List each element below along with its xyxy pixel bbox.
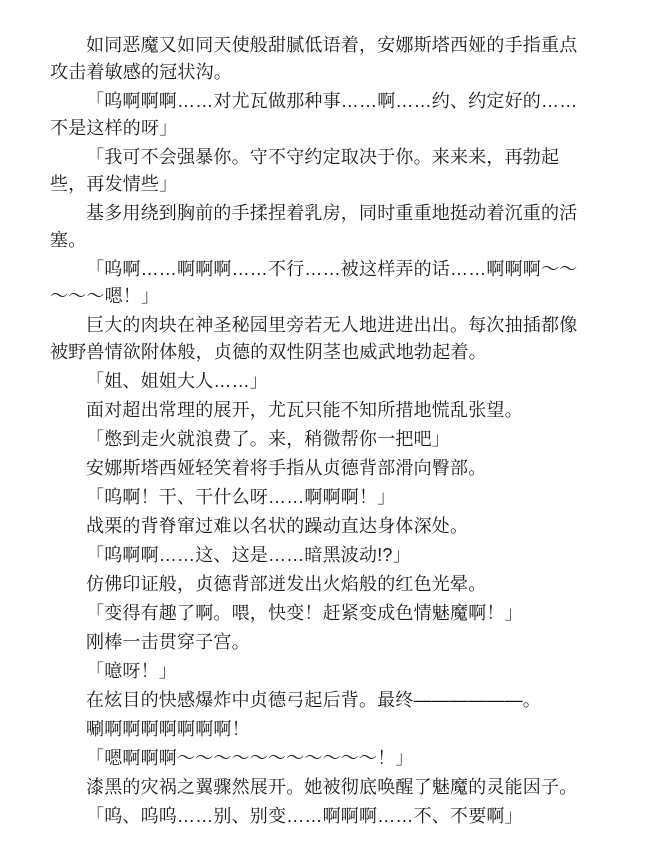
paragraph-22: 「呜、呜呜……别、别变……啊啊啊……不、不要啊」 <box>86 806 523 826</box>
paragraph-2: 「呜啊啊啊……对尤瓦做那种事……啊……约、约定好的……不是这样的呀」 <box>50 91 578 138</box>
paragraph-20: 「嗯啊啊啊～～～～～～～～～～～！」 <box>86 748 414 768</box>
paragraph-3: 「我可不会强暴你。守不守约定取决于你。来来来，再勃起些，再发情些」 <box>50 147 560 194</box>
paragraph-16: 刚棒一击贯穿子宫。 <box>86 632 250 652</box>
paragraph-12: 战栗的背脊窜过难以名状的躁动直达身体深处。 <box>86 516 469 536</box>
paragraph-14: 仿佛印证般，贞德背部迸发出火焰般的红色光晕。 <box>86 574 487 594</box>
paragraph-6: 巨大的肉块在神圣秘园里旁若无人地进进出出。每次抽插都像被野兽情欲附体般，贞德的双性阴茎也威武地勃起着。 <box>50 315 578 362</box>
paragraph-7: 「姐、姐姐大人……」 <box>86 371 268 391</box>
paragraph-18: 在炫目的快感爆炸中贞德弓起后背。最终——————。 <box>86 690 541 710</box>
paragraph-17: 「噫呀！」 <box>86 661 177 681</box>
paragraph-5: 「呜啊……啊啊啊……不行……被这样弄的话……啊啊啊～～～～～嗯！」 <box>50 259 578 306</box>
paragraph-19: 唰啊啊啊啊啊啊啊！ <box>86 719 250 739</box>
paragraph-11: 「呜啊！干、干什么呀……啊啊啊！」 <box>86 487 396 507</box>
paragraph-10: 安娜斯塔西娅轻笑着将手指从贞德背部滑向臀部。 <box>86 458 487 478</box>
paragraph-21: 漆黑的灾祸之翼骤然展开。她被彻底唤醒了魅魔的灵能因子。 <box>86 777 578 797</box>
paragraph-8: 面对超出常理的展开，尤瓦只能不知所措地慌乱张望。 <box>86 400 523 420</box>
paragraph-13: 「呜啊啊……这、这是……暗黑波动!?」 <box>86 545 411 565</box>
paragraph-4: 基多用绕到胸前的手揉捏着乳房，同时重重地挺动着沉重的活塞。 <box>50 203 578 250</box>
paragraph-15: 「变得有趣了啊。喂，快变！赶紧变成色情魅魔啊！」 <box>86 603 523 623</box>
paragraph-9: 「憋到走火就浪费了。来，稍微帮你一把吧」 <box>86 429 450 449</box>
paragraph-1: 如同恶魔又如同天使般甜腻低语着，安娜斯塔西娅的手指重点攻击着敏感的冠状沟。 <box>50 35 578 82</box>
